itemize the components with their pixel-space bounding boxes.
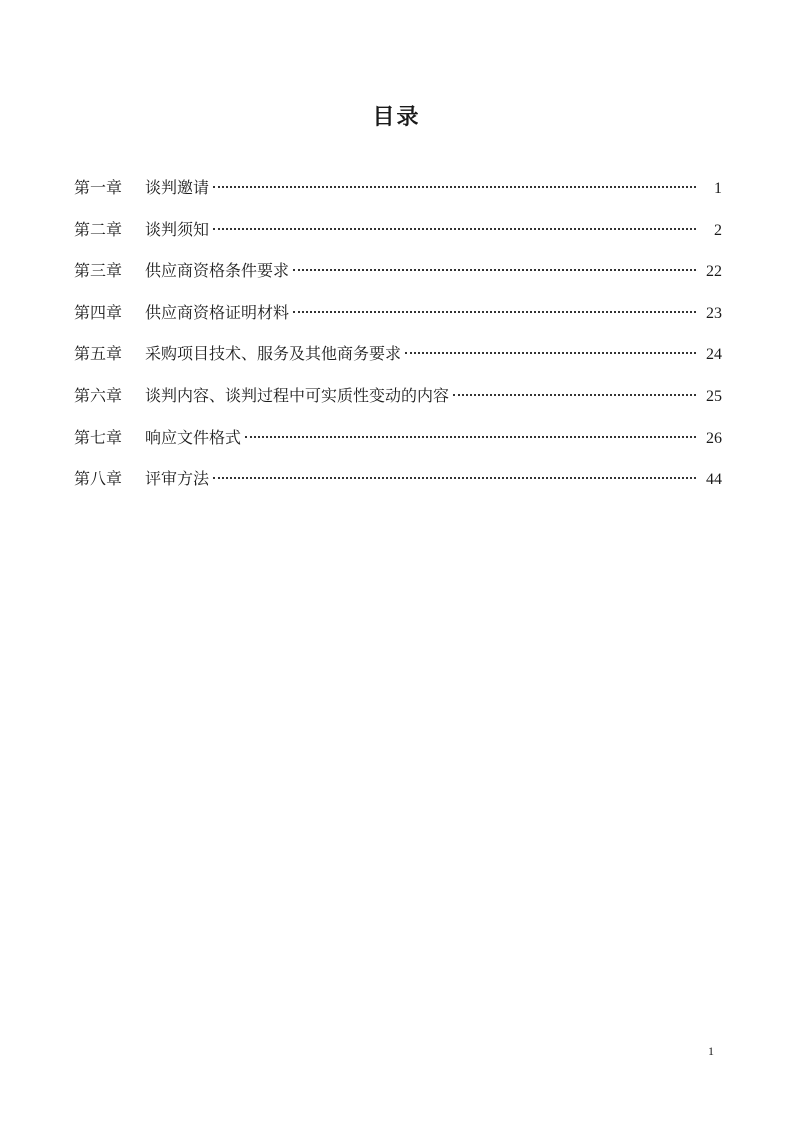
toc-page-number: 1: [714, 180, 722, 197]
toc-page-number: 24: [706, 346, 722, 364]
toc-chapter-title: 谈判内容、谈判过程中可实质性变动的内容: [145, 385, 450, 405]
toc-dot-leader: [213, 228, 696, 230]
toc-chapter-number: 第四章: [74, 302, 123, 322]
footer-page-number: 1: [708, 1044, 714, 1058]
toc-chapter-number: 第三章: [74, 261, 123, 281]
toc-page-number: 2: [714, 221, 722, 239]
toc-dot-leader: [453, 394, 696, 396]
toc-chapter-number: 第一章: [74, 178, 123, 197]
toc-chapter-number: 第五章: [74, 344, 123, 364]
toc-entry[interactable]: [74, 384, 722, 426]
toc-chapter-number: 第七章: [74, 427, 123, 447]
toc-chapter-title: 采购项目技术、服务及其他商务要求: [145, 344, 402, 364]
toc-title: 目录: [372, 105, 421, 130]
toc-chapter-number: 第八章: [74, 469, 123, 489]
toc-entry[interactable]: [74, 342, 722, 384]
toc-chapter-title: 谈判须知: [145, 219, 210, 239]
toc-page-number: 22: [706, 263, 722, 281]
toc-page-number: 26: [706, 429, 722, 447]
toc-chapter-title: 响应文件格式: [145, 427, 242, 447]
toc-dot-leader: [293, 311, 696, 313]
toc-chapter-number: 第六章: [74, 385, 123, 405]
toc-entry[interactable]: [74, 467, 722, 509]
toc-chapter-title: 供应商资格条件要求: [145, 261, 290, 281]
toc-chapter-title: 评审方法: [145, 469, 210, 489]
toc-page-number: 23: [706, 304, 722, 322]
toc-chapter-title: 供应商资格证明材料: [145, 302, 290, 322]
toc-entry[interactable]: [74, 426, 722, 468]
toc-page-number: 44: [706, 471, 722, 489]
toc-entry[interactable]: [74, 176, 722, 218]
toc-chapter-number: 第二章: [74, 219, 123, 239]
toc-dot-leader: [293, 269, 696, 271]
toc-entry[interactable]: [74, 301, 722, 343]
table-of-contents: [74, 176, 722, 509]
toc-chapter-title: 谈判邀请: [145, 178, 210, 197]
toc-page-number: 25: [706, 387, 722, 405]
toc-dot-leader: [213, 477, 696, 479]
toc-entry[interactable]: [74, 259, 722, 301]
toc-dot-leader: [405, 352, 696, 354]
toc-dot-leader: [245, 436, 696, 438]
toc-dot-leader: [213, 186, 696, 188]
toc-entry[interactable]: [74, 218, 722, 260]
